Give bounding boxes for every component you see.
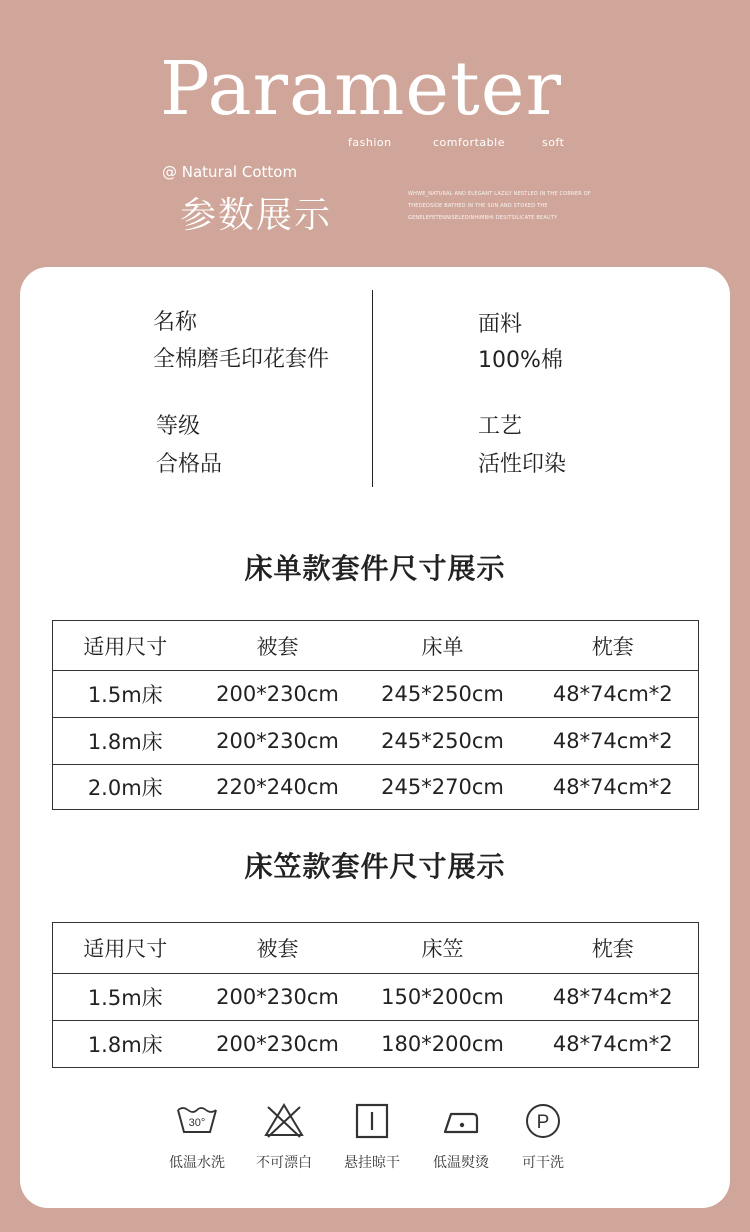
dry-clean-mark: P <box>536 1112 550 1133</box>
name-value: 全棉磨毛印花套件 <box>153 347 330 372</box>
craft-label: 工艺 <box>478 414 523 439</box>
header-subtitle: @ Natural Cottom <box>162 163 298 181</box>
care-label: 悬挂晾干 <box>344 1155 400 1171</box>
table-cell: 180*200cm <box>358 1021 528 1068</box>
wash-30-icon <box>175 1102 219 1140</box>
care-item <box>416 1102 506 1172</box>
header-cell: 床笠 <box>358 923 528 974</box>
table-cell: 48*74cm*2 <box>528 718 699 765</box>
page-title: Parameter <box>160 46 562 132</box>
grade-value: 合格品 <box>156 452 223 477</box>
care-item <box>498 1102 588 1172</box>
parameter-card <box>20 267 730 1208</box>
table-cell: 48*74cm*2 <box>528 671 699 718</box>
header-cell: 被套 <box>198 621 358 671</box>
table-cell: 1.5m床 <box>53 974 198 1021</box>
table-cell: 150*200cm <box>358 974 528 1021</box>
hang-dry-icon <box>350 1102 394 1140</box>
header-cell: 适用尺寸 <box>53 621 198 671</box>
table-cell: 220*240cm <box>198 765 358 810</box>
table-row <box>53 718 699 765</box>
care-label: 可干洗 <box>522 1155 564 1171</box>
table-row <box>53 1021 699 1068</box>
wash-temp-mark: 30° <box>188 1117 206 1129</box>
fabric-value: 100%棉 <box>478 348 563 373</box>
care-label: 低温水洗 <box>169 1155 225 1171</box>
care-item <box>152 1102 242 1172</box>
header-fine-print: WHWE_NATURAL AND ELEGANT LAZILY NESTLED IN THE CORNER OF THEDEDSIDE BATHED IN THE SUN AND STOKED THE GENELEFETENNISELEDINHIMBHI DESITSILICATE BEAUTY <box>408 191 591 221</box>
name-label: 名称 <box>153 310 198 335</box>
table-cell: 1.8m床 <box>53 718 198 765</box>
table-cell: 245*250cm <box>358 718 528 765</box>
table-row <box>53 765 699 810</box>
craft-value: 活性印染 <box>478 452 567 477</box>
tag-soft: soft <box>542 136 565 149</box>
header-tags <box>0 136 750 152</box>
sheet-set-title: 床单款套件尺寸展示 <box>244 552 506 585</box>
dry-clean-icon <box>521 1102 565 1140</box>
fabric-label: 面料 <box>478 312 523 337</box>
header-cell: 枕套 <box>528 621 699 671</box>
table-header-row <box>53 923 699 974</box>
info-divider <box>372 290 373 487</box>
table-row <box>53 974 699 1021</box>
table-cell: 48*74cm*2 <box>528 765 699 810</box>
table-cell: 200*230cm <box>198 974 358 1021</box>
table-cell: 245*250cm <box>358 671 528 718</box>
table-cell: 48*74cm*2 <box>528 1021 699 1068</box>
header-cell: 被套 <box>198 923 358 974</box>
grade-label: 等级 <box>156 414 201 439</box>
table-cell: 200*230cm <box>198 718 358 765</box>
care-item <box>239 1102 329 1172</box>
table-cell: 200*230cm <box>198 671 358 718</box>
product-info <box>20 267 730 507</box>
low-iron-icon <box>439 1102 483 1140</box>
care-label: 不可漂白 <box>256 1155 312 1171</box>
sheet-set-table <box>52 620 699 810</box>
tag-comfortable: comfortable <box>433 136 505 149</box>
fitted-set-title: 床笠款套件尺寸展示 <box>244 850 506 883</box>
table-cell: 2.0m床 <box>53 765 198 810</box>
table-cell: 1.8m床 <box>53 1021 198 1068</box>
no-bleach-icon <box>262 1102 306 1140</box>
table-row <box>53 671 699 718</box>
header-cell: 枕套 <box>528 923 699 974</box>
table-cell: 1.5m床 <box>53 671 198 718</box>
header-cell: 适用尺寸 <box>53 923 198 974</box>
care-label: 低温熨烫 <box>433 1155 489 1171</box>
header-cell: 床单 <box>358 621 528 671</box>
table-cell: 245*270cm <box>358 765 528 810</box>
table-cell: 200*230cm <box>198 1021 358 1068</box>
header-title-cn: 参数展示 <box>180 195 333 236</box>
table-cell: 48*74cm*2 <box>528 974 699 1021</box>
table-header-row <box>53 621 699 671</box>
fitted-set-table <box>52 922 699 1068</box>
care-instructions <box>20 1102 730 1172</box>
care-item <box>327 1102 417 1172</box>
tag-fashion: fashion <box>348 136 392 149</box>
